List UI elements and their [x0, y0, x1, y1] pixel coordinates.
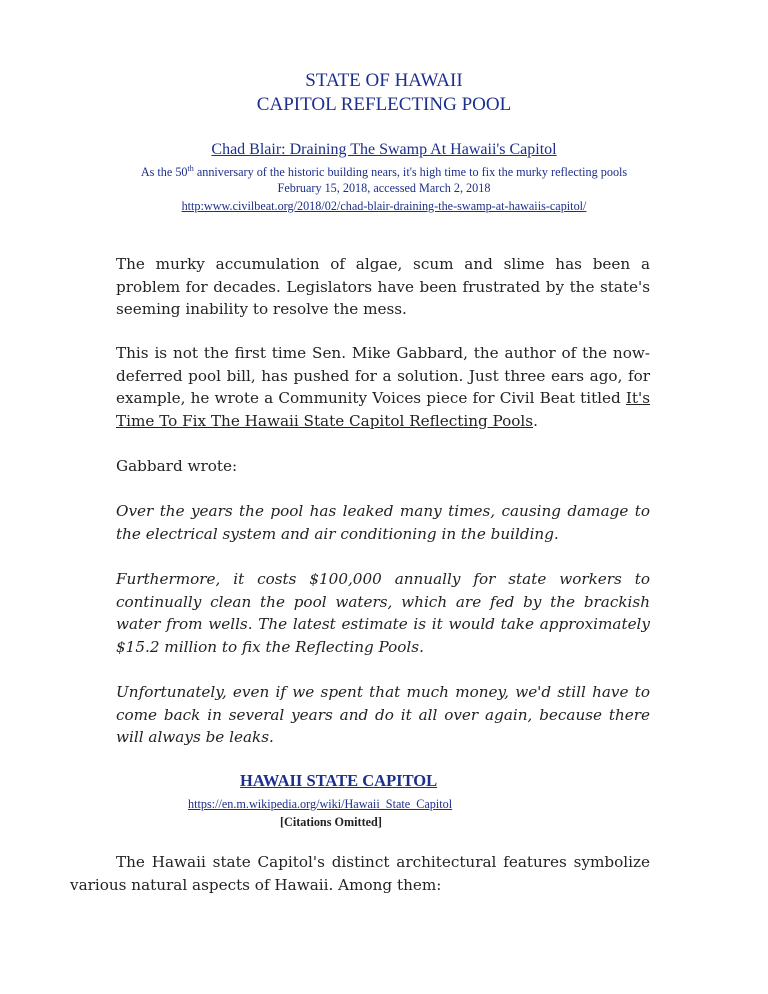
- document-title-line1: STATE OF HAWAII: [305, 70, 463, 91]
- section-paragraph: [70, 851, 650, 897]
- source-url-link[interactable]: http:www.civilbeat.org/2018/02/chad-blair-draining-the-swamp-at-hawaiis-capitol/: [181, 199, 587, 213]
- community-voices-link[interactable]: It's Time To Fix The Hawaii State Capitol Reflecting Pools: [116, 389, 650, 430]
- source-article-dates: February 15, 2018, accessed March 2, 2018: [277, 181, 491, 195]
- quote-paragraph-3: Unfortunately, even if we spent that much money, we'd still have to come back in several years and do it all over again, because there will always be leaks.: [116, 683, 650, 747]
- paragraph-2-end: .: [533, 411, 538, 430]
- section-paragraph-text: The Hawaii state Capitol's distinct architectural features symbolize various natural aspects of Hawaii. Among them:: [70, 853, 650, 894]
- body-paragraph-1: The murky accumulation of algae, scum and slime has been a problem for decades. Legislators have been frustrated by the state's seeming inability to resolve the mess.: [116, 255, 650, 319]
- body-paragraph-2: [116, 342, 650, 432]
- source-article-title-link[interactable]: Chad Blair: Draining The Swamp At Hawaii's Capitol: [211, 141, 557, 158]
- quote-paragraph-1: Over the years the pool has leaked many times, causing damage to the electrical system and air conditioning in the building.: [116, 502, 650, 543]
- section-title: HAWAII STATE CAPITOL: [240, 771, 438, 790]
- citations-note: [Citations Omitted]: [280, 815, 382, 829]
- subtitle-superscript: th: [187, 164, 194, 173]
- subtitle-text-end: anniversary of the historic building nears, it's high time to fix the murky reflecting pools: [193, 165, 628, 180]
- document-title-line2: CAPITOL REFLECTING POOL: [256, 94, 512, 115]
- source-article-subtitle: [0, 164, 768, 180]
- quote-paragraph-2: Furthermore, it costs $100,000 annually for state workers to continually clean the pool waters, which are fed by the brackish water from wells. The latest estimate is it would take approximately $15.2 million to fix the Reflecting Pools.: [116, 570, 650, 656]
- wikipedia-url-link[interactable]: https://en.m.wikipedia.org/wiki/Hawaii_State_Capitol: [188, 797, 453, 811]
- body-paragraph-3: Gabbard wrote:: [116, 457, 238, 475]
- paragraph-2-text: This is not the first time Sen. Mike Gabbard, the author of the now-deferred pool bill, has pushed for a solution. Just three ears ago, for example, he wrote a Community Voices piece for Civil Beat titled: [116, 344, 650, 408]
- subtitle-text-start: As the 50: [140, 165, 188, 180]
